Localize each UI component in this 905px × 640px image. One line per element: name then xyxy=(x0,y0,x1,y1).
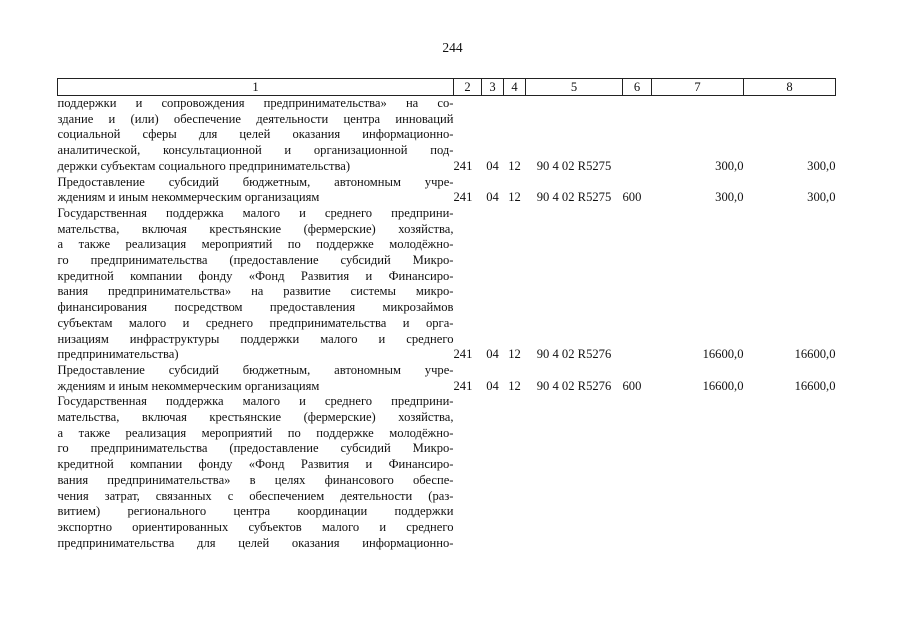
cell-subsection: 12 xyxy=(508,158,521,173)
cell-target-article: 90 4 02 R5276 xyxy=(536,347,612,362)
header-col-4: 4 xyxy=(504,79,526,96)
description-line: ждениям и иным некоммерческим организациям xyxy=(57,190,320,205)
cell-subsection: 12 xyxy=(508,347,521,362)
header-col-7: 7 xyxy=(652,79,744,96)
cell-amount-1: 16600,0 xyxy=(702,378,744,393)
description-line: Государственная поддержка малого и среднего предприни- xyxy=(57,394,454,409)
description-line: Предоставление субсидий бюджетным, автономным учре- xyxy=(57,174,454,189)
description-line: го предпринимательства (предоставление субсидий Микро- xyxy=(57,441,454,456)
cell-expense-type: 600 xyxy=(622,378,642,393)
cell-target-article xyxy=(526,394,623,551)
description-line: вания предпринимательства» на развитие системы микро- xyxy=(57,284,454,299)
cell-grbs: 241 xyxy=(453,378,473,393)
description-line: кредитной компании фонду «Фонд Развития и Финансиро- xyxy=(57,457,454,472)
description-line: а также реализация мероприятий по поддержке молодёжно- xyxy=(57,237,454,252)
budget-table xyxy=(57,78,836,551)
cell-expense-type xyxy=(623,394,652,551)
cell-subsection xyxy=(504,394,526,551)
table-row xyxy=(58,206,836,363)
header-col-1: 1 xyxy=(58,79,454,96)
row-description xyxy=(58,175,454,206)
description-line: витием) регионального центра координации поддержки xyxy=(57,504,454,519)
cell-expense-type xyxy=(623,206,652,363)
description-line: го предпринимательства (предоставление субсидий Микро- xyxy=(57,253,454,268)
cell-grbs: 241 xyxy=(453,190,473,205)
row-description xyxy=(58,394,454,551)
cell-grbs: 241 xyxy=(453,158,473,173)
description-line: социальной сферы для целей оказания информационно- xyxy=(57,127,454,142)
cell-amount-2: 16600,0 xyxy=(794,378,836,393)
cell-amount-1 xyxy=(652,394,744,551)
description-line: предпринимательства для целей оказания информационно- xyxy=(57,535,454,550)
header-col-2: 2 xyxy=(454,79,482,96)
table-row xyxy=(58,363,836,394)
description-line: ждениям и иным некоммерческим организациям xyxy=(57,378,320,393)
description-line: аналитической, консультационной и организационной под- xyxy=(57,143,454,158)
description-line: субъектам малого и среднего предпринимательства и орга- xyxy=(57,315,454,330)
cell-target-article: 90 4 02 R5276 xyxy=(536,378,612,393)
description-line: мательства, включая крестьянские (фермерские) хозяйства, xyxy=(57,221,454,236)
description-line: мательства, включая крестьянские (фермерские) хозяйства, xyxy=(57,410,454,425)
header-col-5: 5 xyxy=(526,79,623,96)
cell-section: 04 xyxy=(486,347,499,362)
cell-expense-type xyxy=(623,96,652,175)
header-col-3: 3 xyxy=(482,79,504,96)
cell-target-article: 90 4 02 R5275 xyxy=(536,158,612,173)
row-description xyxy=(58,363,454,394)
cell-target-article: 90 4 02 R5275 xyxy=(536,190,612,205)
page-number: 244 xyxy=(442,40,463,55)
cell-amount-2: 300,0 xyxy=(807,158,836,173)
header-col-8: 8 xyxy=(744,79,836,96)
cell-amount-1: 300,0 xyxy=(715,190,744,205)
description-line: финансирования посредством предоставления микрозаймов xyxy=(57,300,454,315)
column-number-header xyxy=(58,79,836,96)
cell-subsection: 12 xyxy=(508,378,521,393)
row-description xyxy=(58,206,454,363)
header-col-6: 6 xyxy=(623,79,652,96)
description-line: держки субъектам социального предпринимательства) xyxy=(57,158,351,173)
cell-amount-2 xyxy=(744,394,836,551)
description-line: предпринимательства) xyxy=(57,347,179,362)
table-row xyxy=(58,394,836,551)
description-line: а также реализация мероприятий по поддержке молодёжно- xyxy=(57,425,454,440)
cell-amount-2: 16600,0 xyxy=(794,347,836,362)
description-line: низациям инфраструктуры поддержки малого и среднего xyxy=(57,331,454,346)
description-line: поддержки и сопровождения предпринимательства» на со- xyxy=(57,96,454,110)
description-line: Предоставление субсидий бюджетным, автономным учре- xyxy=(57,362,454,377)
row-description xyxy=(58,96,454,175)
description-line: вания предпринимательства» в целях финансового обеспе- xyxy=(57,472,454,487)
cell-section xyxy=(482,394,504,551)
cell-amount-2: 300,0 xyxy=(807,190,836,205)
cell-amount-1: 300,0 xyxy=(715,158,744,173)
cell-grbs: 241 xyxy=(453,347,473,362)
cell-amount-1: 16600,0 xyxy=(702,347,744,362)
cell-section: 04 xyxy=(486,190,499,205)
cell-section: 04 xyxy=(486,158,499,173)
description-line: чения затрат, связанных с обеспечением деятельности (раз- xyxy=(57,488,454,503)
cell-section: 04 xyxy=(486,378,499,393)
description-line: здание и (или) обеспечение деятельности центра инноваций xyxy=(57,111,454,126)
description-line: кредитной компании фонду «Фонд Развития и Финансиро- xyxy=(57,268,454,283)
cell-subsection: 12 xyxy=(508,190,521,205)
description-line: экспортно ориентированных субъектов малого и среднего xyxy=(57,519,454,534)
table-row xyxy=(58,175,836,206)
cell-grbs xyxy=(454,394,482,551)
table-row xyxy=(58,96,836,175)
cell-expense-type: 600 xyxy=(622,190,642,205)
description-line: Государственная поддержка малого и среднего предприни- xyxy=(57,205,454,220)
